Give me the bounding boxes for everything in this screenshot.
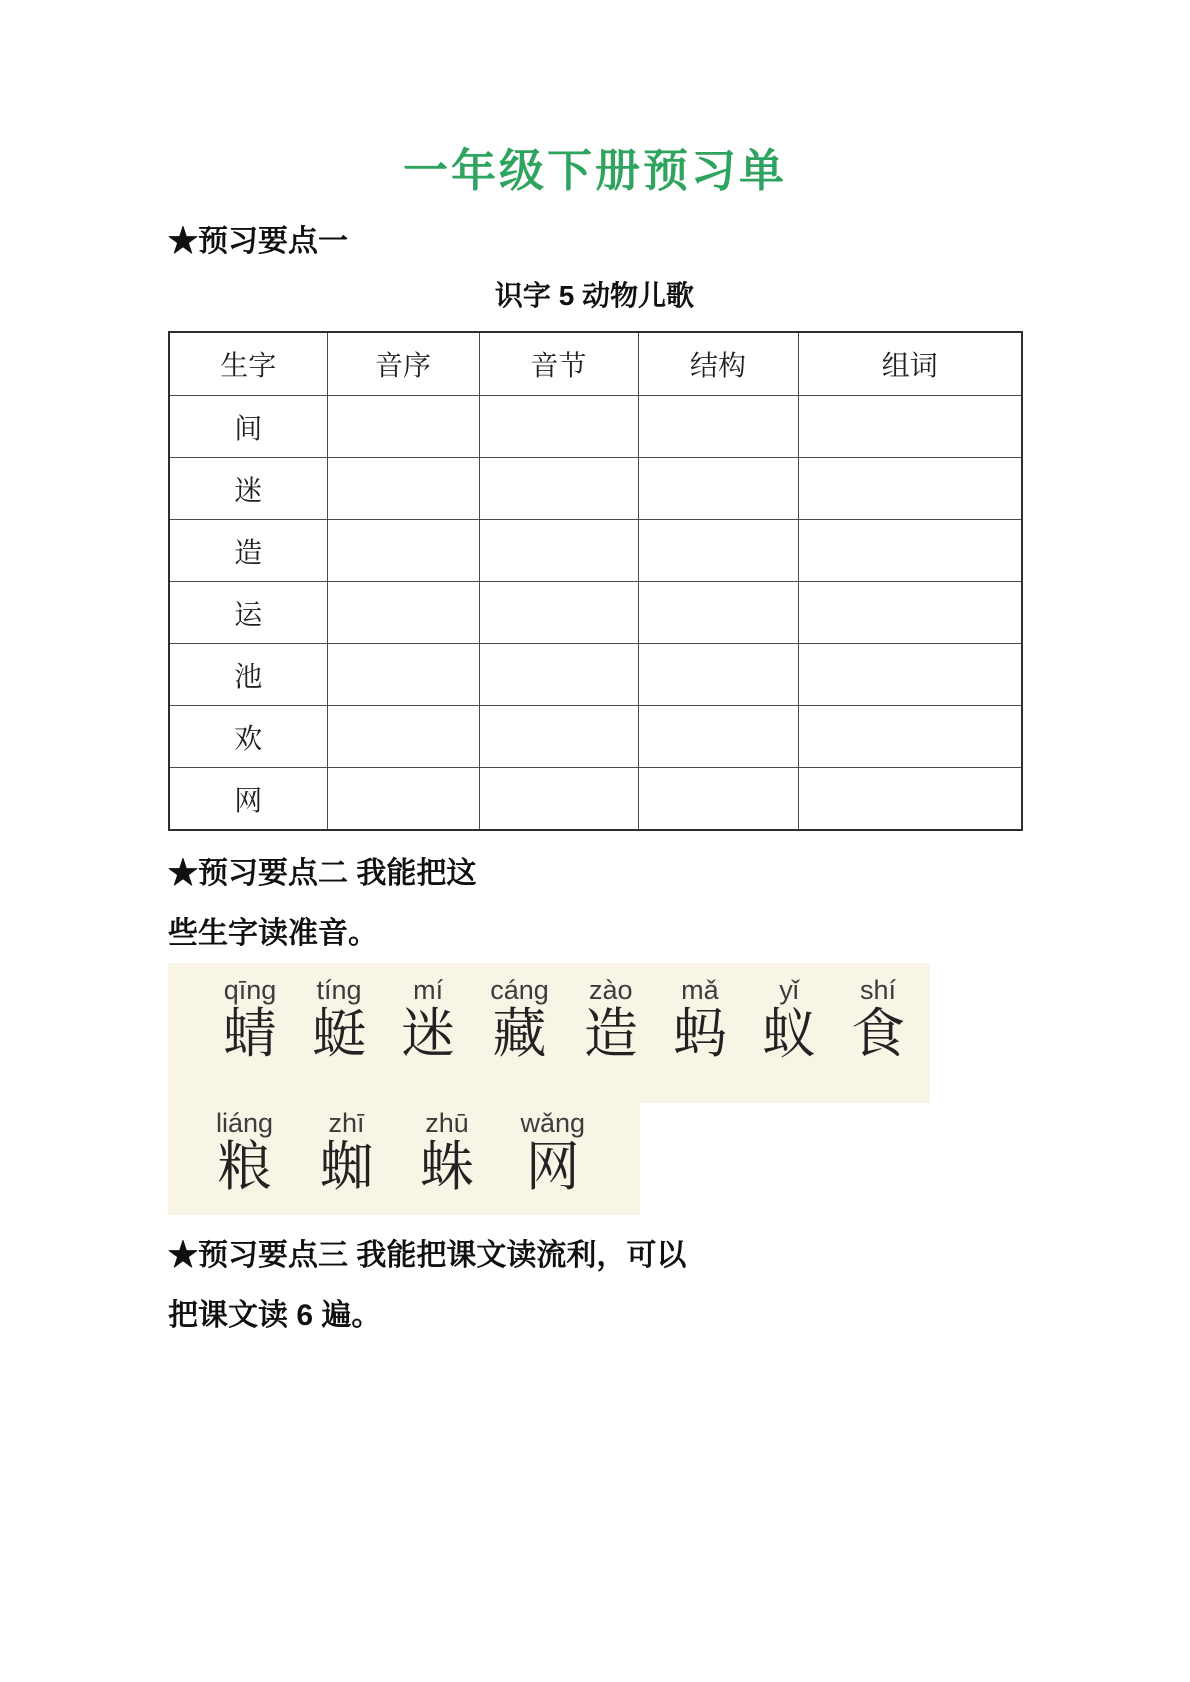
hanzi-text: 藏 xyxy=(492,1004,547,1065)
pinyin-text: liáng xyxy=(216,1108,274,1138)
char-cell: 迷 xyxy=(169,458,327,520)
hanzi-text: 网 xyxy=(525,1137,580,1198)
fill-in-cell xyxy=(327,706,479,768)
fill-in-cell xyxy=(327,582,479,644)
fill-in-cell xyxy=(638,520,798,582)
pinyin-item xyxy=(762,975,816,1063)
pinyin-text: cáng xyxy=(490,975,549,1005)
fill-in-cell xyxy=(327,644,479,706)
pinyin-text: zào xyxy=(589,975,633,1005)
hanzi-text: 蜘 xyxy=(319,1137,374,1198)
fill-in-cell xyxy=(479,520,638,582)
pinyin-item xyxy=(320,1108,374,1196)
hanzi-text: 蚂 xyxy=(672,1004,727,1065)
pinyin-item xyxy=(312,975,366,1063)
fill-in-cell xyxy=(638,706,798,768)
fill-in-cell xyxy=(479,644,638,706)
table-row xyxy=(169,706,1022,768)
column-header-yinjie: 音节 xyxy=(479,332,638,396)
pinyin-item xyxy=(401,975,455,1063)
hanzi-text: 迷 xyxy=(401,1004,456,1065)
page-title: 一年级下册预习单 xyxy=(402,146,787,196)
fill-in-cell xyxy=(638,644,798,706)
fill-in-cell xyxy=(479,706,638,768)
hanzi-text: 蚁 xyxy=(761,1004,816,1065)
pinyin-item xyxy=(673,975,727,1063)
column-header-jiegou: 结构 xyxy=(638,332,798,396)
table-row xyxy=(169,520,1022,582)
fill-in-cell xyxy=(798,644,1022,706)
table-header-row xyxy=(169,332,1022,396)
fill-in-cell xyxy=(638,582,798,644)
lesson-subtitle: 识字 5 动物儿歌 xyxy=(494,280,695,311)
fill-in-cell xyxy=(327,520,479,582)
fill-in-cell xyxy=(798,706,1022,768)
hanzi-text: 食 xyxy=(851,1004,905,1065)
pinyin-text: zhū xyxy=(425,1108,469,1138)
column-header-yinxu: 音序 xyxy=(327,332,479,396)
fill-in-cell xyxy=(638,396,798,458)
table-row xyxy=(169,396,1022,458)
hanzi-text: 蜻 xyxy=(223,1004,277,1065)
char-cell: 网 xyxy=(169,768,327,831)
char-cell: 池 xyxy=(169,644,327,706)
pinyin-text: mí xyxy=(413,975,444,1005)
hanzi-text: 粮 xyxy=(217,1137,272,1198)
section2-heading-line1: ★预习要点二 我能把这 xyxy=(168,857,477,890)
fill-in-cell xyxy=(798,396,1022,458)
fill-in-cell xyxy=(327,396,479,458)
pinyin-text: yǐ xyxy=(779,975,799,1005)
char-cell: 运 xyxy=(169,582,327,644)
char-cell: 造 xyxy=(169,520,327,582)
vocab-table xyxy=(168,331,1023,831)
pinyin-text: tíng xyxy=(316,975,362,1005)
column-header-shengzi: 生字 xyxy=(169,332,327,396)
pinyin-text: qīng xyxy=(223,975,277,1005)
fill-in-cell xyxy=(479,396,638,458)
fill-in-cell xyxy=(479,458,638,520)
fill-in-cell xyxy=(798,582,1022,644)
fill-in-cell xyxy=(798,768,1022,831)
section1-heading: ★预习要点一 xyxy=(168,225,348,258)
pinyin-item xyxy=(520,1108,585,1196)
fill-in-cell xyxy=(638,768,798,831)
column-header-zuci: 组词 xyxy=(798,332,1022,396)
hanzi-text: 蜓 xyxy=(312,1004,367,1065)
pinyin-item xyxy=(584,975,638,1063)
pinyin-item xyxy=(490,975,549,1063)
table-row xyxy=(169,768,1022,831)
pinyin-text: zhī xyxy=(328,1108,365,1138)
fill-in-cell xyxy=(327,768,479,831)
table-row xyxy=(169,644,1022,706)
fill-in-cell xyxy=(638,458,798,520)
pinyin-text: mǎ xyxy=(681,975,719,1005)
pinyin-strip-2 xyxy=(168,1103,640,1215)
section3-heading-line1: ★预习要点三 我能把课文读流利，可以 xyxy=(168,1239,687,1272)
fill-in-cell xyxy=(479,768,638,831)
section3-heading-line2: 把课文读 6 遍。 xyxy=(168,1299,382,1332)
fill-in-cell xyxy=(798,458,1022,520)
pinyin-strip-1 xyxy=(168,963,930,1103)
fill-in-cell xyxy=(327,458,479,520)
pinyin-item xyxy=(851,975,905,1063)
table-row xyxy=(169,458,1022,520)
table-row xyxy=(169,582,1022,644)
hanzi-text: 蛛 xyxy=(419,1137,474,1198)
char-cell: 欢 xyxy=(169,706,327,768)
fill-in-cell xyxy=(798,520,1022,582)
pinyin-item xyxy=(216,1108,273,1196)
pinyin-item xyxy=(420,1108,474,1196)
hanzi-text: 造 xyxy=(583,1004,638,1065)
fill-in-cell xyxy=(479,582,638,644)
pinyin-text: shí xyxy=(859,975,897,1005)
section2-heading-line2: 些生字读准音。 xyxy=(168,917,378,950)
pinyin-item xyxy=(223,975,277,1063)
pinyin-text: wǎng xyxy=(520,1108,585,1138)
char-cell: 间 xyxy=(169,396,327,458)
